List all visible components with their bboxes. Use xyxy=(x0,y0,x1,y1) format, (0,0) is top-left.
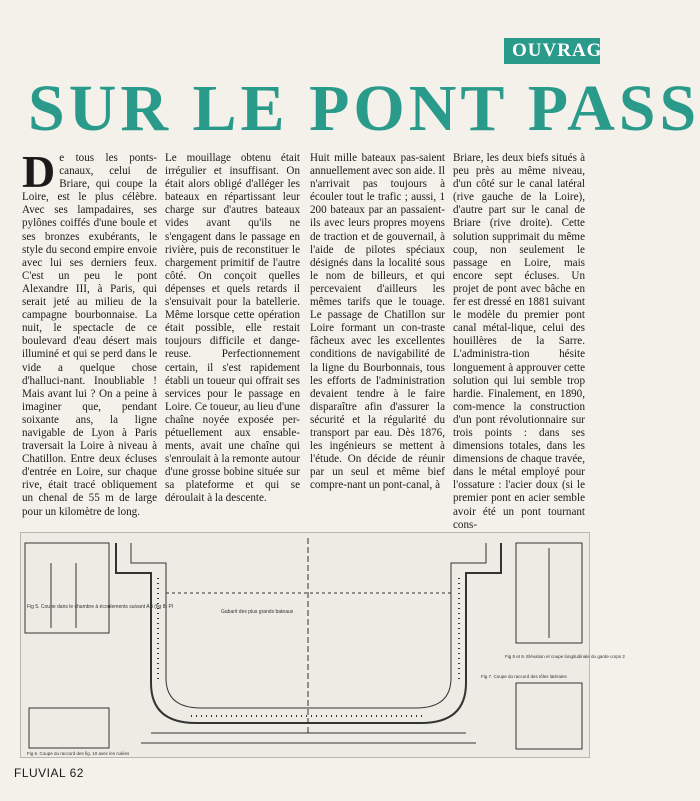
figure-label: Fig 8 et 9. Elévation et coupe longitudinale du garde corps 2 xyxy=(505,654,625,659)
figure-label: Gabarit des plus grands bateaux xyxy=(221,609,294,615)
cross-section-drawing xyxy=(21,533,625,757)
detail-box-left-bottom xyxy=(29,708,109,748)
engineering-drawing xyxy=(20,532,625,758)
section-tag: OUVRAG xyxy=(504,38,600,64)
article-title: SUR LE PONT PASS xyxy=(28,72,700,145)
text-column-1 xyxy=(22,146,157,519)
figure-label: Fig 5. Coupe dans le chambre à écoulements suivant AB (fig 8) Pl xyxy=(27,604,173,610)
column-text: Le mouillage obtenu était irrégulier et insuffisant. On était alors obligé d'alléger les bateaux en répartissant leur charge sur d'autres bateaux vides avant qu'ils ne s'engagent dans le passage en rivière, puis de reconstituer le chargement primitif de l'autre côté. On conçoit quelles dépenses et quels retards il s'ensuivait pour la batellerie. Même lorsque cette opération était possible, elle restait toujours difficile et dange-reuse. Perfectionnement certain, il s'est rapidement établi un toueur qui offrait ses services pour le passage en Loire. Ce toueur, au lieu d'une chaîne noyée exposée per-pétuellement aux ensable-ments, avait une chaîne qui s'enroulait à la remonte autour d'une grosse bobine située sur sa plateforme et qui se déroulait à la descente. xyxy=(165,152,300,505)
text-column-4 xyxy=(453,152,585,532)
detail-box-left xyxy=(25,543,109,633)
figure-label: Fig 7. Coupe du raccord des tôles latérales xyxy=(481,674,567,679)
dropcap: D xyxy=(22,146,56,197)
column-text: e tous les ponts-canaux, celui de Briare, qui coupe la Loire, est le plus célèbre. Avec ses lampadaires, ses pylônes coiffés d'une boule et ses bronzes exubérants, le style du second empire envoie avec lui ses derniers feux. C'est un peu le pont Alexandre III, à Paris, qui serait jeté au milieu de la campagne bourbonnaise. La nuit, le spectacle de ce boulevard d'eau désert mais illuminé et qui se perd dans le vide a quelque chose d'halluci-nant. Inoubliable ! Mais avant lui ? On a peine à imaginer que, pendant soixante ans, la ligne navigable de Lyon à Paris traversait la Loire à niveau à Chatillon. Entre deux écluses d'entrée en Loire, sur chaque rive, était tracé obliquement un chenal de 55 m de large pour un kilomètre de long. xyxy=(22,152,157,518)
text-column-2 xyxy=(165,152,300,506)
detail-box-right-bottom xyxy=(516,683,582,749)
column-text: Huit mille bateaux pas-saient annuellement avec son aide. Il n'arrivait pas toujours à écouler tout le trafic ; aussi, 1 200 bateaux par an passaient-ils avec leurs propres moyens de traction et de gouvernail, à l'aide de pilotes spéciaux désignés dans la localité sous le nom de billeurs, et qui percevaient d'ailleurs les mêmes tarifs que le touage. Le passage de Chatillon sur Loire formant un con-traste fâcheux avec les excellentes conditions de navigabilité de la ligne du Bourbonnais, tous les efforts de l'administration devaient tendre à le faire disparaître afin d'assurer la sécurité et la régularité du transport par eau. Dès 1876, les ingénieurs se mettent à l'étude. On décide de réunir par un seul et même bief compre-nant un pont-canal, à xyxy=(310,152,445,492)
text-column-3 xyxy=(310,152,445,492)
figure-label: Fig 6. Coupe du raccord des fig. 10 avec les culées xyxy=(27,751,130,756)
page-folio: FLUVIAL 62 xyxy=(14,766,84,780)
column-text: Briare, les deux biefs situés à peu près au même niveau, d'un côté sur le canal latéral (rive gauche de la Loire), d'autre part sur le canal de Briare (rive droite). Cette solution supprimait du même coup, non seulement le passage en Loire, mais encore sept écluses. Un projet de pont avec bâche en fer est dressé en 1881 suivant le modèle du premier pont canal métal-lique, celui des houillères de la Sarre. L'administra-tion hésite longuement à approuver cette solution qui lui semble trop hardie. Finalement, en 1890, com-mence la construction d'un pont révolutionnaire sur trois points : dans ses dimensions totales, dans les dimensions de chaque travée, dans le métal employé pour l'ossature : l'acier doux (si le premier pont en acier semble avoir été un pont tournant cons- xyxy=(453,152,585,531)
